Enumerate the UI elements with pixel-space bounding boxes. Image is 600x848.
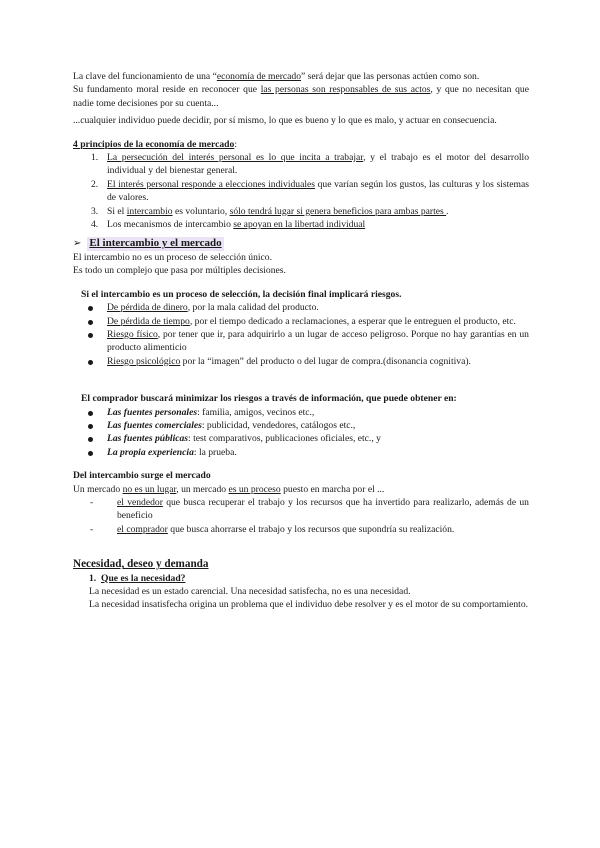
principle-item: 1. La persecución del interés personal es lo que incita a trabajar, y el trabajo es el motor del desarrollo individual y del bienestar general. (91, 152, 529, 177)
market-actors-list (73, 496, 529, 536)
needs-heading: Necesidad, deseo y demanda (73, 558, 209, 571)
risk-heading: Si el intercambio es un proceso de selección, la decisión final implicará riesgos. (81, 288, 402, 300)
risk-item: De pérdida de tiempo, por el tiempo dedicado a reclamaciones, a esperar que le entreguen el producto, etc. (73, 315, 529, 328)
arrow-bullet-icon: ➢ (73, 238, 82, 250)
buyer-heading: El comprador buscará minimizar los riesgos a través de información, que puede obtener en: (81, 393, 457, 405)
bullet-icon (88, 451, 93, 456)
needs-paragraph-2: La necesidad insatisfecha origina un problema que el individuo debe resolver y es el motor de su comportamiento. (89, 599, 529, 611)
document-page (73, 70, 529, 612)
intro-paragraph-1: La clave del funcionamiento de una “economía de mercado” será dejar que las personas actúen como son. (73, 71, 480, 82)
principle-item: 4. Los mecanismos de intercambio se apoyan en la libertad individual (91, 219, 366, 231)
needs-paragraph-1: La necesidad es un estado carencial. Una necesidad satisfecha, no es una necesidad. (89, 586, 411, 597)
exchange-line-1: El intercambio no es un proceso de selección único. (73, 251, 273, 263)
bullet-icon (88, 306, 93, 311)
source-item: Las fuentes personales: familia, amigos, vecinos etc., (73, 406, 529, 419)
needs-subheading: 1. Que es la necesidad? (89, 572, 186, 584)
principle-item: 2. El interés personal responde a elecciones individuales que varían según los gustos, las culturas y los sistemas de valores. (91, 178, 529, 204)
bullet-icon (88, 320, 93, 325)
market-heading: Del intercambio surge el mercado (73, 470, 211, 482)
bullet-icon (88, 360, 93, 365)
market-actor-item: - el vendedor que busca recuperar el trabajo y los recursos que ha invertido para realizarlo, además de un beneficio (90, 496, 529, 522)
responsibility-term: las personas son responsables de sus actos (260, 84, 431, 96)
source-item: Las fuentes comerciales: publicidad, vendedores, catálogos etc., (73, 419, 529, 432)
source-item: La propia experiencia: la prueba. (73, 446, 529, 459)
intro-paragraph-2: Su fundamento moral reside en reconocer que las personas son responsables de sus actos, y que no necesitan que nadie tome decisiones por su cuenta... (73, 84, 529, 109)
bullet-icon (88, 411, 93, 416)
risk-item: De pérdida de dinero, por la mala calidad del producto. (73, 301, 529, 314)
principles-heading: 4 principios de la economía de mercado: (73, 138, 237, 150)
market-economy-term: economía de mercado (216, 71, 302, 82)
risk-list (73, 301, 529, 368)
bullet-icon (88, 424, 93, 429)
principles-list (73, 151, 529, 231)
market-paragraph: Un mercado no es un lugar, un mercado es un proceso puesto en marcha por el ... (73, 483, 385, 495)
source-item: Las fuentes públicas: test comparativos, publicaciones oficiales, etc., y (73, 432, 529, 445)
intro-paragraph-3: ...cualquier individuo puede decidir, por sí mismo, lo que es bueno y lo que es malo, y actuar en consecuencia. (73, 115, 497, 127)
exchange-line-2: Es todo un complejo que pasa por múltiples decisiones. (73, 265, 286, 277)
principle-item: 3. Si el intercambio es voluntario, sólo tendrá lugar si genera beneficios para ambas partes . (91, 205, 449, 217)
bullet-icon (88, 437, 93, 442)
bullet-icon (88, 333, 93, 338)
market-actor-item: - el comprador que busca ahorrarse el trabajo y los recursos que supondría su realización. (90, 523, 455, 535)
risk-item: Riesgo físico, por tener que ir, para adquirirlo a un lugar de acceso peligroso. Porque no hay garantías en un producto alimenticio (73, 328, 529, 355)
exchange-heading: ➢ El intercambio y el mercado (73, 237, 222, 250)
sources-list (73, 406, 529, 460)
risk-item: Riesgo psicológico por la “imagen” del producto o del lugar de compra.(disonancia cognitiva). (73, 355, 529, 368)
